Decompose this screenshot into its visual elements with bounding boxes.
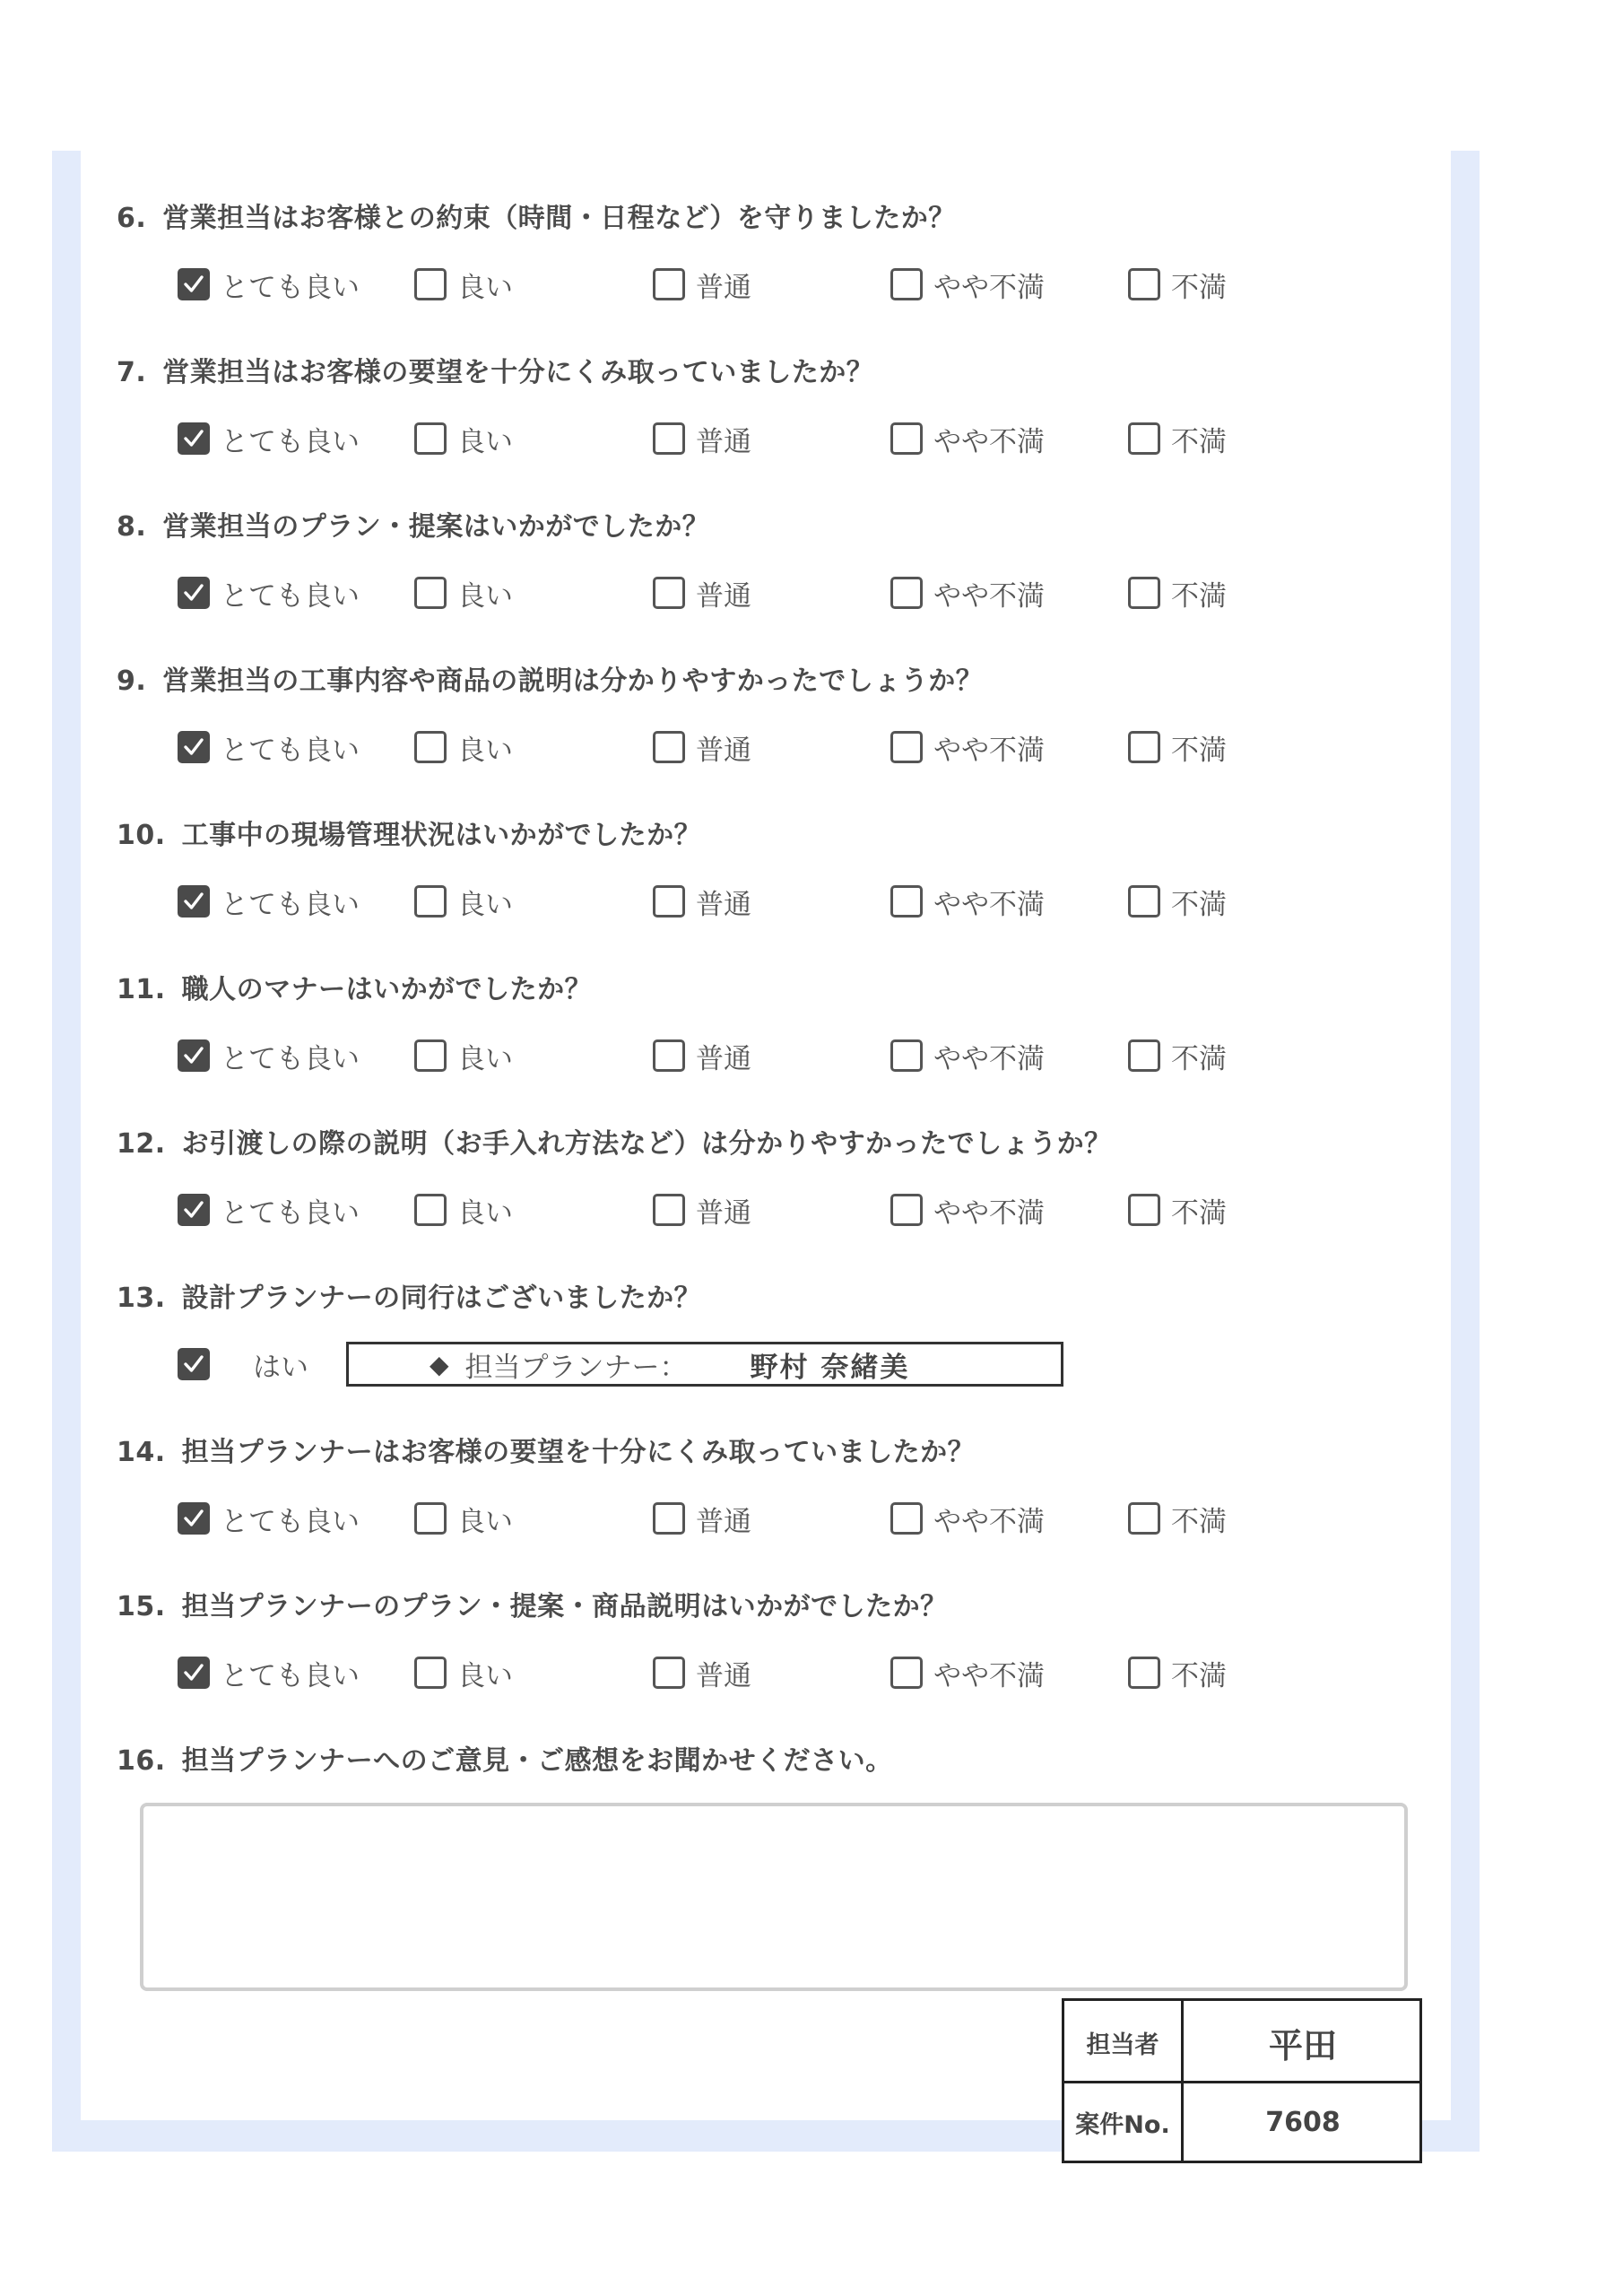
- rating-option[interactable]: [1128, 419, 1227, 458]
- rating-option[interactable]: [178, 573, 360, 613]
- checkbox[interactable]: [414, 1502, 447, 1535]
- rating-options: [0, 1653, 1623, 1692]
- case-no-label: 案件No.: [1075, 2110, 1170, 2139]
- rating-option[interactable]: [414, 573, 513, 613]
- rating-option[interactable]: [890, 419, 1045, 458]
- checkbox[interactable]: [1128, 1039, 1160, 1072]
- rating-option[interactable]: [890, 727, 1045, 767]
- option-label: とても良い: [221, 579, 360, 613]
- checkbox[interactable]: [178, 1194, 210, 1226]
- question-number: 16.: [117, 1745, 166, 1777]
- question-text: 営業担当はお客様の要望を十分にくみ取っていましたか？: [162, 357, 874, 388]
- option-label: 良い: [457, 888, 513, 921]
- option-label: やや不満: [933, 425, 1045, 458]
- planner-name: 野村 奈緒美: [750, 1351, 910, 1384]
- question-text: 営業担当のプラン・提案はいかがでしたか？: [162, 511, 710, 543]
- checkbox[interactable]: [890, 731, 923, 763]
- question-text: 担当プランナーへのご意見・ご感想をお聞かせください。: [181, 1745, 893, 1777]
- option-label: 良い: [457, 271, 513, 304]
- checkbox[interactable]: [178, 577, 210, 609]
- rating-option[interactable]: [414, 1653, 513, 1692]
- checkbox[interactable]: [178, 1502, 210, 1535]
- comment-box[interactable]: [140, 1803, 1408, 1991]
- option-label: やや不満: [933, 1505, 1045, 1538]
- option-label: 普通: [696, 888, 751, 921]
- option-label: やや不満: [933, 271, 1045, 304]
- option-label: 良い: [457, 425, 513, 458]
- option-label: とても良い: [221, 425, 360, 458]
- rating-option[interactable]: [653, 573, 751, 613]
- checkbox[interactable]: [653, 1502, 685, 1535]
- rating-option[interactable]: [414, 882, 513, 921]
- rating-option[interactable]: [178, 1499, 360, 1538]
- question-text: 営業担当はお客様との約束（時間・日程など）を守りましたか？: [162, 203, 956, 234]
- question-number: 14.: [117, 1437, 166, 1468]
- staff-name: 平田: [1268, 2025, 1337, 2066]
- checkbox[interactable]: [890, 422, 923, 455]
- question-number: 9.: [117, 665, 147, 697]
- rating-option[interactable]: [653, 882, 751, 921]
- option-label: とても良い: [221, 1196, 360, 1230]
- yes-option[interactable]: [178, 1344, 308, 1384]
- checkbox[interactable]: [178, 1039, 210, 1072]
- checkbox[interactable]: [414, 1194, 447, 1226]
- rating-option[interactable]: [414, 727, 513, 767]
- rating-options: [0, 419, 1623, 458]
- rating-option[interactable]: [653, 1653, 751, 1692]
- option-label: やや不満: [933, 734, 1045, 767]
- rating-option[interactable]: [178, 265, 360, 304]
- option-label: 不満: [1171, 1042, 1227, 1075]
- question-title: [117, 1738, 893, 1778]
- option-label: 普通: [696, 425, 751, 458]
- rating-options: [0, 573, 1623, 613]
- checkbox[interactable]: [890, 268, 923, 300]
- checkbox[interactable]: [890, 885, 923, 918]
- question-number: 10.: [117, 820, 166, 851]
- rating-option[interactable]: [1128, 265, 1227, 304]
- checkbox[interactable]: [890, 1194, 923, 1226]
- question-number: 15.: [117, 1591, 166, 1622]
- staff-stamp-table: [1062, 1998, 1422, 2163]
- checkbox[interactable]: [653, 885, 685, 918]
- checkbox[interactable]: [1128, 1502, 1160, 1535]
- question-title: [117, 196, 956, 235]
- option-label: やや不満: [933, 1659, 1045, 1692]
- rating-option[interactable]: [1128, 573, 1227, 613]
- rating-option[interactable]: [414, 1036, 513, 1075]
- question-title: [117, 813, 701, 852]
- rating-option[interactable]: [1128, 882, 1227, 921]
- rating-option[interactable]: [890, 265, 1045, 304]
- checkbox[interactable]: [653, 1039, 685, 1072]
- option-label: とても良い: [221, 734, 360, 767]
- checkbox[interactable]: [178, 422, 210, 455]
- rating-option[interactable]: [178, 1190, 360, 1230]
- option-label: とても良い: [221, 888, 360, 921]
- option-label: 不満: [1171, 1659, 1227, 1692]
- rating-option[interactable]: [1128, 1653, 1227, 1692]
- rating-option[interactable]: [1128, 1190, 1227, 1230]
- option-label: 普通: [696, 271, 751, 304]
- option-label: 普通: [696, 579, 751, 613]
- question-title: [117, 967, 592, 1006]
- rating-option[interactable]: [1128, 1036, 1227, 1075]
- question-number: 11.: [117, 974, 166, 1005]
- checkbox[interactable]: [414, 731, 447, 763]
- rating-option[interactable]: [414, 265, 513, 304]
- option-label: やや不満: [933, 888, 1045, 921]
- option-label: やや不満: [933, 1042, 1045, 1075]
- option-label: 普通: [696, 1042, 751, 1075]
- option-label: とても良い: [221, 1505, 360, 1538]
- yes-label: はい: [253, 1351, 308, 1384]
- rating-options: [0, 1499, 1623, 1538]
- question-number: 7.: [117, 357, 147, 388]
- rating-option[interactable]: [653, 265, 751, 304]
- question-text: 営業担当の工事内容や商品の説明は分かりやすかったでしょうか？: [162, 665, 984, 697]
- checkbox[interactable]: [1128, 268, 1160, 300]
- checkbox[interactable]: [178, 731, 210, 763]
- rating-option[interactable]: [890, 573, 1045, 613]
- checkbox[interactable]: [653, 731, 685, 763]
- option-label: 普通: [696, 1659, 751, 1692]
- option-label: 良い: [457, 1196, 513, 1230]
- option-label: 良い: [457, 1659, 513, 1692]
- rating-option[interactable]: [414, 1190, 513, 1230]
- option-label: 普通: [696, 1196, 751, 1230]
- rating-option[interactable]: [890, 1190, 1045, 1230]
- checkbox[interactable]: [1128, 885, 1160, 918]
- question-number: 8.: [117, 511, 147, 543]
- option-label: とても良い: [221, 271, 360, 304]
- option-label: とても良い: [221, 1042, 360, 1075]
- option-label: 不満: [1171, 425, 1227, 458]
- question-title: [117, 1430, 975, 1469]
- option-label: 不満: [1171, 1196, 1227, 1230]
- rating-option[interactable]: [1128, 1499, 1227, 1538]
- option-label: 不満: [1171, 888, 1227, 921]
- rating-option[interactable]: [414, 1499, 513, 1538]
- checkbox[interactable]: [178, 885, 210, 918]
- option-label: 良い: [457, 579, 513, 613]
- question-text: 担当プランナーはお客様の要望を十分にくみ取っていましたか？: [181, 1437, 976, 1468]
- checkbox[interactable]: [178, 268, 210, 300]
- question-number: 12.: [117, 1128, 166, 1160]
- rating-option[interactable]: [653, 1190, 751, 1230]
- checkbox[interactable]: [1128, 731, 1160, 763]
- checkbox[interactable]: [414, 577, 447, 609]
- planner-label: 担当プランナー：: [464, 1351, 688, 1384]
- staff-label: 担当者: [1086, 2031, 1159, 2059]
- checkbox[interactable]: [890, 1039, 923, 1072]
- checkbox[interactable]: [653, 1657, 685, 1689]
- rating-options: [0, 1190, 1623, 1230]
- checkbox[interactable]: [1128, 422, 1160, 455]
- rating-option[interactable]: [653, 727, 751, 767]
- rating-option[interactable]: [178, 1653, 360, 1692]
- question-text: 職人のマナーはいかがでしたか？: [181, 974, 593, 1005]
- rating-option[interactable]: [653, 419, 751, 458]
- accompany-answer-row: [0, 1342, 1623, 1388]
- option-label: やや不満: [933, 579, 1045, 613]
- option-label: 良い: [457, 1505, 513, 1538]
- question-text: 担当プランナーのプラン・提案・商品説明はいかがでしたか？: [181, 1591, 948, 1622]
- rating-option[interactable]: [178, 882, 360, 921]
- checkbox[interactable]: [178, 1348, 210, 1380]
- question-text: 設計プランナーの同行はございましたか？: [181, 1283, 702, 1314]
- checkbox[interactable]: [1128, 1657, 1160, 1689]
- option-label: 不満: [1171, 579, 1227, 613]
- option-label: 不満: [1171, 734, 1227, 767]
- rating-option[interactable]: [890, 1499, 1045, 1538]
- rating-options: [0, 265, 1623, 304]
- rating-option[interactable]: [178, 727, 360, 767]
- option-label: 普通: [696, 1505, 751, 1538]
- rating-options: [0, 882, 1623, 921]
- checkbox[interactable]: [414, 885, 447, 918]
- option-label: 不満: [1171, 1505, 1227, 1538]
- checkbox[interactable]: [653, 1194, 685, 1226]
- planner-name-box: [346, 1342, 1063, 1387]
- rating-option[interactable]: [178, 1036, 360, 1075]
- question-title: [117, 1584, 948, 1623]
- question-title: [117, 350, 873, 389]
- case-no-value: 7608: [1265, 2106, 1341, 2138]
- question-text: お引渡しの際の説明（お手入れ方法など）は分かりやすかったでしょうか？: [181, 1128, 1112, 1160]
- option-label: 良い: [457, 734, 513, 767]
- diamond-icon: ◆: [430, 1349, 449, 1379]
- checkbox[interactable]: [414, 1657, 447, 1689]
- checkbox[interactable]: [414, 1039, 447, 1072]
- checkbox[interactable]: [414, 268, 447, 300]
- checkbox[interactable]: [890, 577, 923, 609]
- checkbox[interactable]: [653, 422, 685, 455]
- rating-options: [0, 727, 1623, 767]
- rating-option[interactable]: [1128, 727, 1227, 767]
- checkbox[interactable]: [414, 422, 447, 455]
- question-number: 13.: [117, 1283, 166, 1314]
- rating-option[interactable]: [890, 1653, 1045, 1692]
- question-text: 工事中の現場管理状況はいかがでしたか？: [181, 820, 702, 851]
- option-label: とても良い: [221, 1659, 360, 1692]
- checkbox[interactable]: [890, 1657, 923, 1689]
- rating-option[interactable]: [890, 882, 1045, 921]
- question-title: [117, 1275, 701, 1315]
- checkbox[interactable]: [890, 1502, 923, 1535]
- option-label: 普通: [696, 734, 751, 767]
- question-title: [117, 658, 983, 698]
- option-label: 良い: [457, 1042, 513, 1075]
- option-label: やや不満: [933, 1196, 1045, 1230]
- checkbox[interactable]: [1128, 577, 1160, 609]
- checkbox[interactable]: [178, 1657, 210, 1689]
- checkbox[interactable]: [653, 268, 685, 300]
- question-title: [117, 1121, 1112, 1161]
- checkbox[interactable]: [653, 577, 685, 609]
- rating-option[interactable]: [178, 419, 360, 458]
- rating-option[interactable]: [414, 419, 513, 458]
- option-label: 不満: [1171, 271, 1227, 304]
- rating-options: [0, 1036, 1623, 1075]
- question-title: [117, 504, 709, 544]
- checkbox[interactable]: [1128, 1194, 1160, 1226]
- rating-option[interactable]: [653, 1036, 751, 1075]
- question-number: 6.: [117, 203, 147, 234]
- rating-option[interactable]: [653, 1499, 751, 1538]
- rating-option[interactable]: [890, 1036, 1045, 1075]
